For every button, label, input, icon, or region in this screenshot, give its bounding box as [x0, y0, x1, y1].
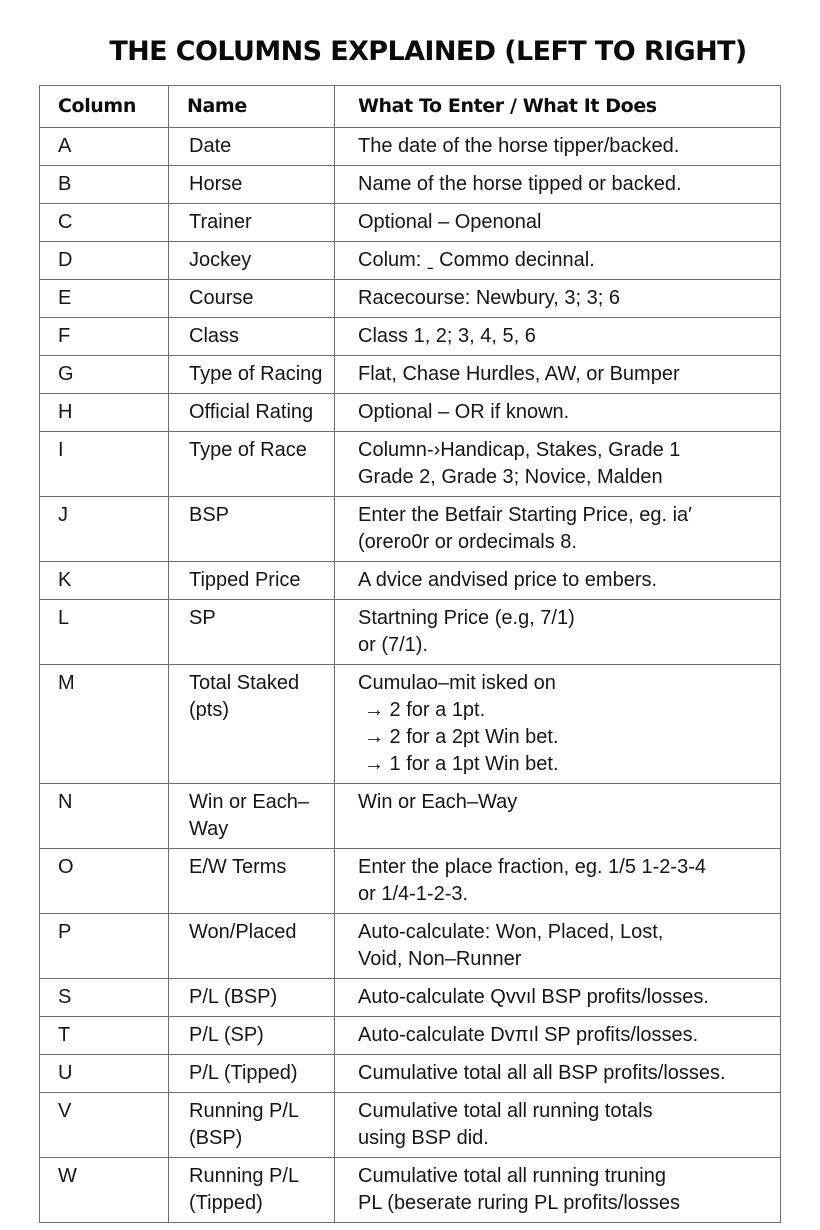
table-row: [40, 784, 781, 849]
column-name: [169, 849, 335, 914]
description-line: or 1/4-1-2-3.: [358, 883, 469, 905]
column-description: [335, 204, 781, 242]
description-line: Column-›Handicap, Stakes, Grade 1: [358, 439, 681, 461]
column-name: [169, 562, 335, 600]
description-line: Void, Non–Runner: [358, 948, 522, 970]
column-name-line: (pts): [189, 699, 229, 721]
description-line: The date of the horse tipper/backed.: [358, 135, 680, 157]
column-description: [335, 1158, 781, 1223]
column-name: [169, 914, 335, 979]
column-name-line: SP: [189, 607, 216, 629]
table-row: [40, 280, 781, 318]
description-line: Grade 2, Grade 3; Novice, Malden: [358, 466, 663, 488]
table-row: [40, 128, 781, 166]
column-description: [335, 166, 781, 204]
column-description: [335, 318, 781, 356]
column-letter: F: [40, 318, 169, 356]
description-line: Flat, Chase Hurdles, AW, or Bumper: [358, 363, 680, 385]
description-line: Cumulao–mit isked on: [358, 672, 556, 694]
description-line: using BSP did.: [358, 1127, 489, 1149]
column-name-line: (Tipped): [189, 1192, 263, 1214]
table-row: [40, 600, 781, 665]
column-letter: G: [40, 356, 169, 394]
column-letter: L: [40, 600, 169, 665]
description-line: Cumulative total all all BSP profits/losses.: [358, 1062, 726, 1084]
columns-table: [39, 85, 781, 1223]
page-title: THE COLUMNS EXPLAINED (LEFT TO RIGHT): [109, 36, 747, 67]
column-name-line: Way: [189, 818, 229, 840]
column-description: [335, 1093, 781, 1158]
description-line: PL (beserate ruring PL profits/losses: [358, 1192, 681, 1214]
column-description: [335, 128, 781, 166]
column-description: [335, 600, 781, 665]
description-line: → 2 for a 1pt.: [364, 699, 486, 721]
column-description: [335, 1055, 781, 1093]
column-letter: H: [40, 394, 169, 432]
column-name-line: Jockey: [189, 249, 252, 271]
column-name-line: Official Rating: [189, 401, 314, 423]
column-name: [169, 1055, 335, 1093]
description-line: Enter the place fraction, eg. 1/5 1-2-3-4: [358, 856, 706, 878]
column-name: [169, 242, 335, 280]
column-letter: T: [40, 1017, 169, 1055]
description-line: Auto-calculate Qvvıl BSP profits/losses.: [358, 986, 709, 1008]
description-line: Auto-calculate: Won, Placed, Lost,: [358, 921, 664, 943]
column-name-line: Horse: [189, 173, 243, 195]
description-line: A dvice andvised price to embers.: [358, 569, 658, 591]
table-row: [40, 1055, 781, 1093]
column-name: [169, 665, 335, 784]
column-description: [335, 432, 781, 497]
column-name: [169, 356, 335, 394]
table-row: [40, 204, 781, 242]
table-header-row: [40, 86, 781, 128]
column-name-line: P/L (Tipped): [189, 1062, 298, 1084]
column-name: [169, 432, 335, 497]
table-row: [40, 432, 781, 497]
column-name-line: Running P/L: [189, 1165, 300, 1187]
description-line: Win or Each–Way: [358, 791, 518, 813]
column-letter: E: [40, 280, 169, 318]
column-name-line: E/W Terms: [189, 856, 287, 878]
description-line: Startning Price (e.g, 7/1): [358, 607, 575, 629]
table-row: [40, 318, 781, 356]
table-row: [40, 665, 781, 784]
column-description: [335, 562, 781, 600]
column-name-line: (BSP): [189, 1127, 243, 1149]
description-line: Optional – OR if known.: [358, 401, 570, 423]
column-name-line: Running P/L: [189, 1100, 300, 1122]
column-letter: I: [40, 432, 169, 497]
column-description: [335, 849, 781, 914]
column-description: [335, 280, 781, 318]
column-name-line: Course: [189, 287, 254, 309]
table-row: [40, 1158, 781, 1223]
header-description: What To Enter / What It Does: [335, 86, 781, 128]
table-row: [40, 562, 781, 600]
column-name-line: Date: [189, 135, 232, 157]
description-line: Colum: ˍ Commo decinnal.: [358, 249, 595, 271]
column-letter: B: [40, 166, 169, 204]
column-name-line: Won/Placed: [189, 921, 297, 943]
description-line: → 2 for a 2pt Win bet.: [364, 726, 559, 748]
column-letter: W: [40, 1158, 169, 1223]
column-name: [169, 979, 335, 1017]
column-description: [335, 356, 781, 394]
description-line: → 1 for a 1pt Win bet.: [364, 753, 559, 775]
description-line: Cumulative total all running totals: [358, 1100, 653, 1122]
description-line: Name of the horse tipped or backed.: [358, 173, 682, 195]
table-body: [40, 128, 781, 1223]
description-line: Enter the Betfair Starting Price, eg. ia′: [358, 504, 692, 526]
column-description: [335, 242, 781, 280]
description-line: Auto-calculate Dvπıl SP profits/losses.: [358, 1024, 699, 1046]
column-letter: S: [40, 979, 169, 1017]
column-letter: P: [40, 914, 169, 979]
column-name: [169, 166, 335, 204]
table-row: [40, 497, 781, 562]
column-letter: M: [40, 665, 169, 784]
column-name-line: Win or Each–: [189, 791, 310, 813]
column-name: [169, 204, 335, 242]
description-line: Class 1, 2; 3, 4, 5, 6: [358, 325, 536, 347]
description-line: or (7/1).: [358, 634, 429, 656]
column-name: [169, 784, 335, 849]
table-row: [40, 1093, 781, 1158]
description-line: (orero0r or ordecimals 8.: [358, 531, 577, 553]
column-description: [335, 914, 781, 979]
column-name-line: P/L (SP): [189, 1024, 264, 1046]
table-row: [40, 979, 781, 1017]
table-row: [40, 356, 781, 394]
column-description: [335, 784, 781, 849]
column-name-line: Class: [189, 325, 240, 347]
table-row: [40, 166, 781, 204]
column-name: [169, 394, 335, 432]
description-line: Cumulative total all running truning: [358, 1165, 666, 1187]
column-name-line: BSP: [189, 504, 230, 526]
column-name: [169, 280, 335, 318]
column-name-line: Tipped Price: [189, 569, 301, 591]
column-name: [169, 497, 335, 562]
column-description: [335, 497, 781, 562]
column-letter: A: [40, 128, 169, 166]
column-name-line: Trainer: [189, 211, 252, 233]
column-description: [335, 665, 781, 784]
column-name: [169, 600, 335, 665]
column-letter: O: [40, 849, 169, 914]
column-letter: K: [40, 562, 169, 600]
column-description: [335, 394, 781, 432]
table-row: [40, 849, 781, 914]
column-letter: C: [40, 204, 169, 242]
table-row: [40, 394, 781, 432]
column-name-line: Type of Race: [189, 439, 307, 461]
column-name: [169, 318, 335, 356]
column-name: [169, 1158, 335, 1223]
column-description: [335, 979, 781, 1017]
column-name-line: Total Staked: [189, 672, 300, 694]
description-line: Racecourse: Newbury, 3; 3; 6: [358, 287, 620, 309]
column-name-line: P/L (BSP): [189, 986, 278, 1008]
column-name: [169, 128, 335, 166]
column-description: [335, 1017, 781, 1055]
column-name-line: Type of Racing: [189, 363, 323, 385]
header-name: Name: [169, 86, 335, 128]
column-letter: U: [40, 1055, 169, 1093]
column-letter: J: [40, 497, 169, 562]
column-letter: D: [40, 242, 169, 280]
column-name: [169, 1093, 335, 1158]
column-name: [169, 1017, 335, 1055]
header-column: Column: [40, 86, 169, 128]
table-row: [40, 242, 781, 280]
table-row: [40, 1017, 781, 1055]
table-row: [40, 914, 781, 979]
column-letter: V: [40, 1093, 169, 1158]
description-line: Optional – Openonal: [358, 211, 542, 233]
column-letter: N: [40, 784, 169, 849]
